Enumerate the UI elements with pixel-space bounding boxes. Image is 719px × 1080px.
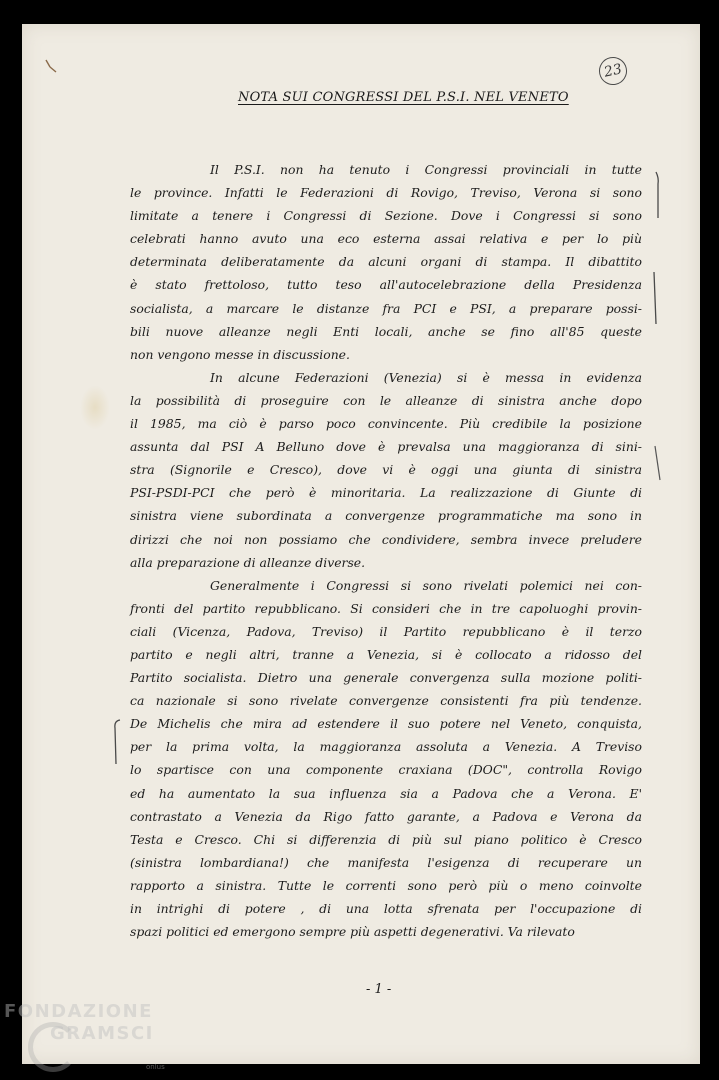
text-line: Partito socialista. Dietro una generale convergenza sulla mozione politi-	[130, 670, 642, 686]
text-line: ed ha aumentato la sua influenza sia a Padova che a Verona. E'	[130, 785, 642, 801]
document-body	[130, 158, 642, 943]
text-line: lo spartisce con una componente craxiana (DOC", controlla Rovigo	[130, 762, 642, 778]
page-footer-number: - 1 -	[366, 982, 392, 997]
document-title: NOTA SUI CONGRESSI DEL P.S.I. NEL VENETO	[238, 90, 569, 105]
text-line: (sinistra lombardiana!) che manifesta l'esigenza di recuperare un	[130, 854, 642, 870]
text-line: sinistra viene subordinata a convergenze programmatiche ma sono in	[130, 508, 642, 524]
margin-bracket-mark	[650, 270, 662, 328]
text-line: non vengono messe in discussione.	[130, 346, 350, 362]
text-line: De Michelis che mira ad estendere il suo potere nel Veneto, conquista,	[130, 716, 642, 732]
text-line: alla preparazione di alleanze diverse.	[130, 554, 366, 570]
text-line: in intrighi di potere , di una lotta sfrenata per l'occupazione di	[130, 901, 642, 916]
text-line: dirizzi che noi non possiamo che condividere, sembra invece preludere	[130, 531, 642, 547]
margin-bracket-mark	[652, 170, 664, 222]
margin-bracket-mark	[110, 718, 124, 768]
text-line: Il P.S.I. non ha tenuto i Congressi provinciali in tutte	[210, 162, 642, 177]
text-line: contrastato a Venezia da Rigo fatto garante, a Padova e Verona da	[130, 808, 642, 824]
text-line: partito e negli altri, tranne a Venezia, si è collocato a ridosso del	[130, 646, 642, 662]
text-line: la possibilità di proseguire con le alleanze di sinistra anche dopo	[130, 392, 642, 408]
text-line: rapporto a sinistra. Tutte le correnti sono però più o meno coinvolte	[130, 877, 642, 893]
text-line: ciali (Vicenza, Padova, Treviso) il Partito repubblicano è il terzo	[130, 623, 642, 639]
watermark-small: onlus	[146, 1063, 165, 1071]
text-line: assunta dal PSI A Belluno dove è prevalsa una maggioranza di sini-	[130, 439, 642, 455]
text-line: le province. Infatti le Federazioni di Rovigo, Treviso, Verona si sono	[130, 185, 642, 201]
watermark-line1: FONDAZIONE	[4, 1001, 153, 1022]
watermark-line2: GRAMSCI	[50, 1023, 154, 1044]
margin-bracket-mark	[652, 444, 664, 484]
text-line: socialista, a marcare le distanze fra PCI e PSI, a preparare possi-	[130, 300, 642, 316]
paper-stain	[80, 385, 110, 430]
text-line: il 1985, ma ciò è parso poco convincente. Più credibile la posizione	[130, 416, 642, 432]
text-line: è stato frettoloso, tutto teso all'autocelebrazione della Presidenza	[130, 277, 642, 293]
text-line: In alcune Federazioni (Venezia) si è messa in evidenza	[210, 369, 642, 385]
text-line: spazi politici ed emergono sempre più aspetti degenerativi. Va rilevato	[130, 924, 575, 940]
text-line: ca nazionale si sono rivelate convergenze consistenti fra più tendenze.	[130, 693, 642, 709]
text-line: PSI-PSDI-PCI che però è minoritaria. La realizzazione di Giunte di	[130, 485, 642, 501]
text-line: per la prima volta, la maggioranza assoluta a Venezia. A Treviso	[130, 739, 642, 755]
text-line: Testa e Cresco. Chi si differenzia di più sul piano politico è Cresco	[130, 831, 642, 847]
text-line: fronti del partito repubblicano. Si consideri che in tre capoluoghi provin-	[130, 600, 642, 616]
text-line: determinata deliberatamente da alcuni organi di stampa. Il dibattito	[130, 254, 642, 270]
watermark	[4, 1003, 154, 1043]
text-line: limitate a tenere i Congressi di Sezione. Dove i Congressi si sono	[130, 208, 642, 224]
handwritten-page-number: 23	[596, 54, 629, 87]
text-line: bili nuove alleanze negli Enti locali, anche se fino all'85 queste	[130, 323, 642, 339]
text-line: celebrati hanno avuto una eco esterna assai relativa e per lo più	[130, 231, 642, 247]
text-line: Generalmente i Congressi si sono rivelati polemici nei con-	[210, 577, 642, 593]
pencil-mark-icon	[44, 58, 58, 74]
text-line: stra (Signorile e Cresco), dove vi è oggi una giunta di sinistra	[130, 462, 642, 478]
